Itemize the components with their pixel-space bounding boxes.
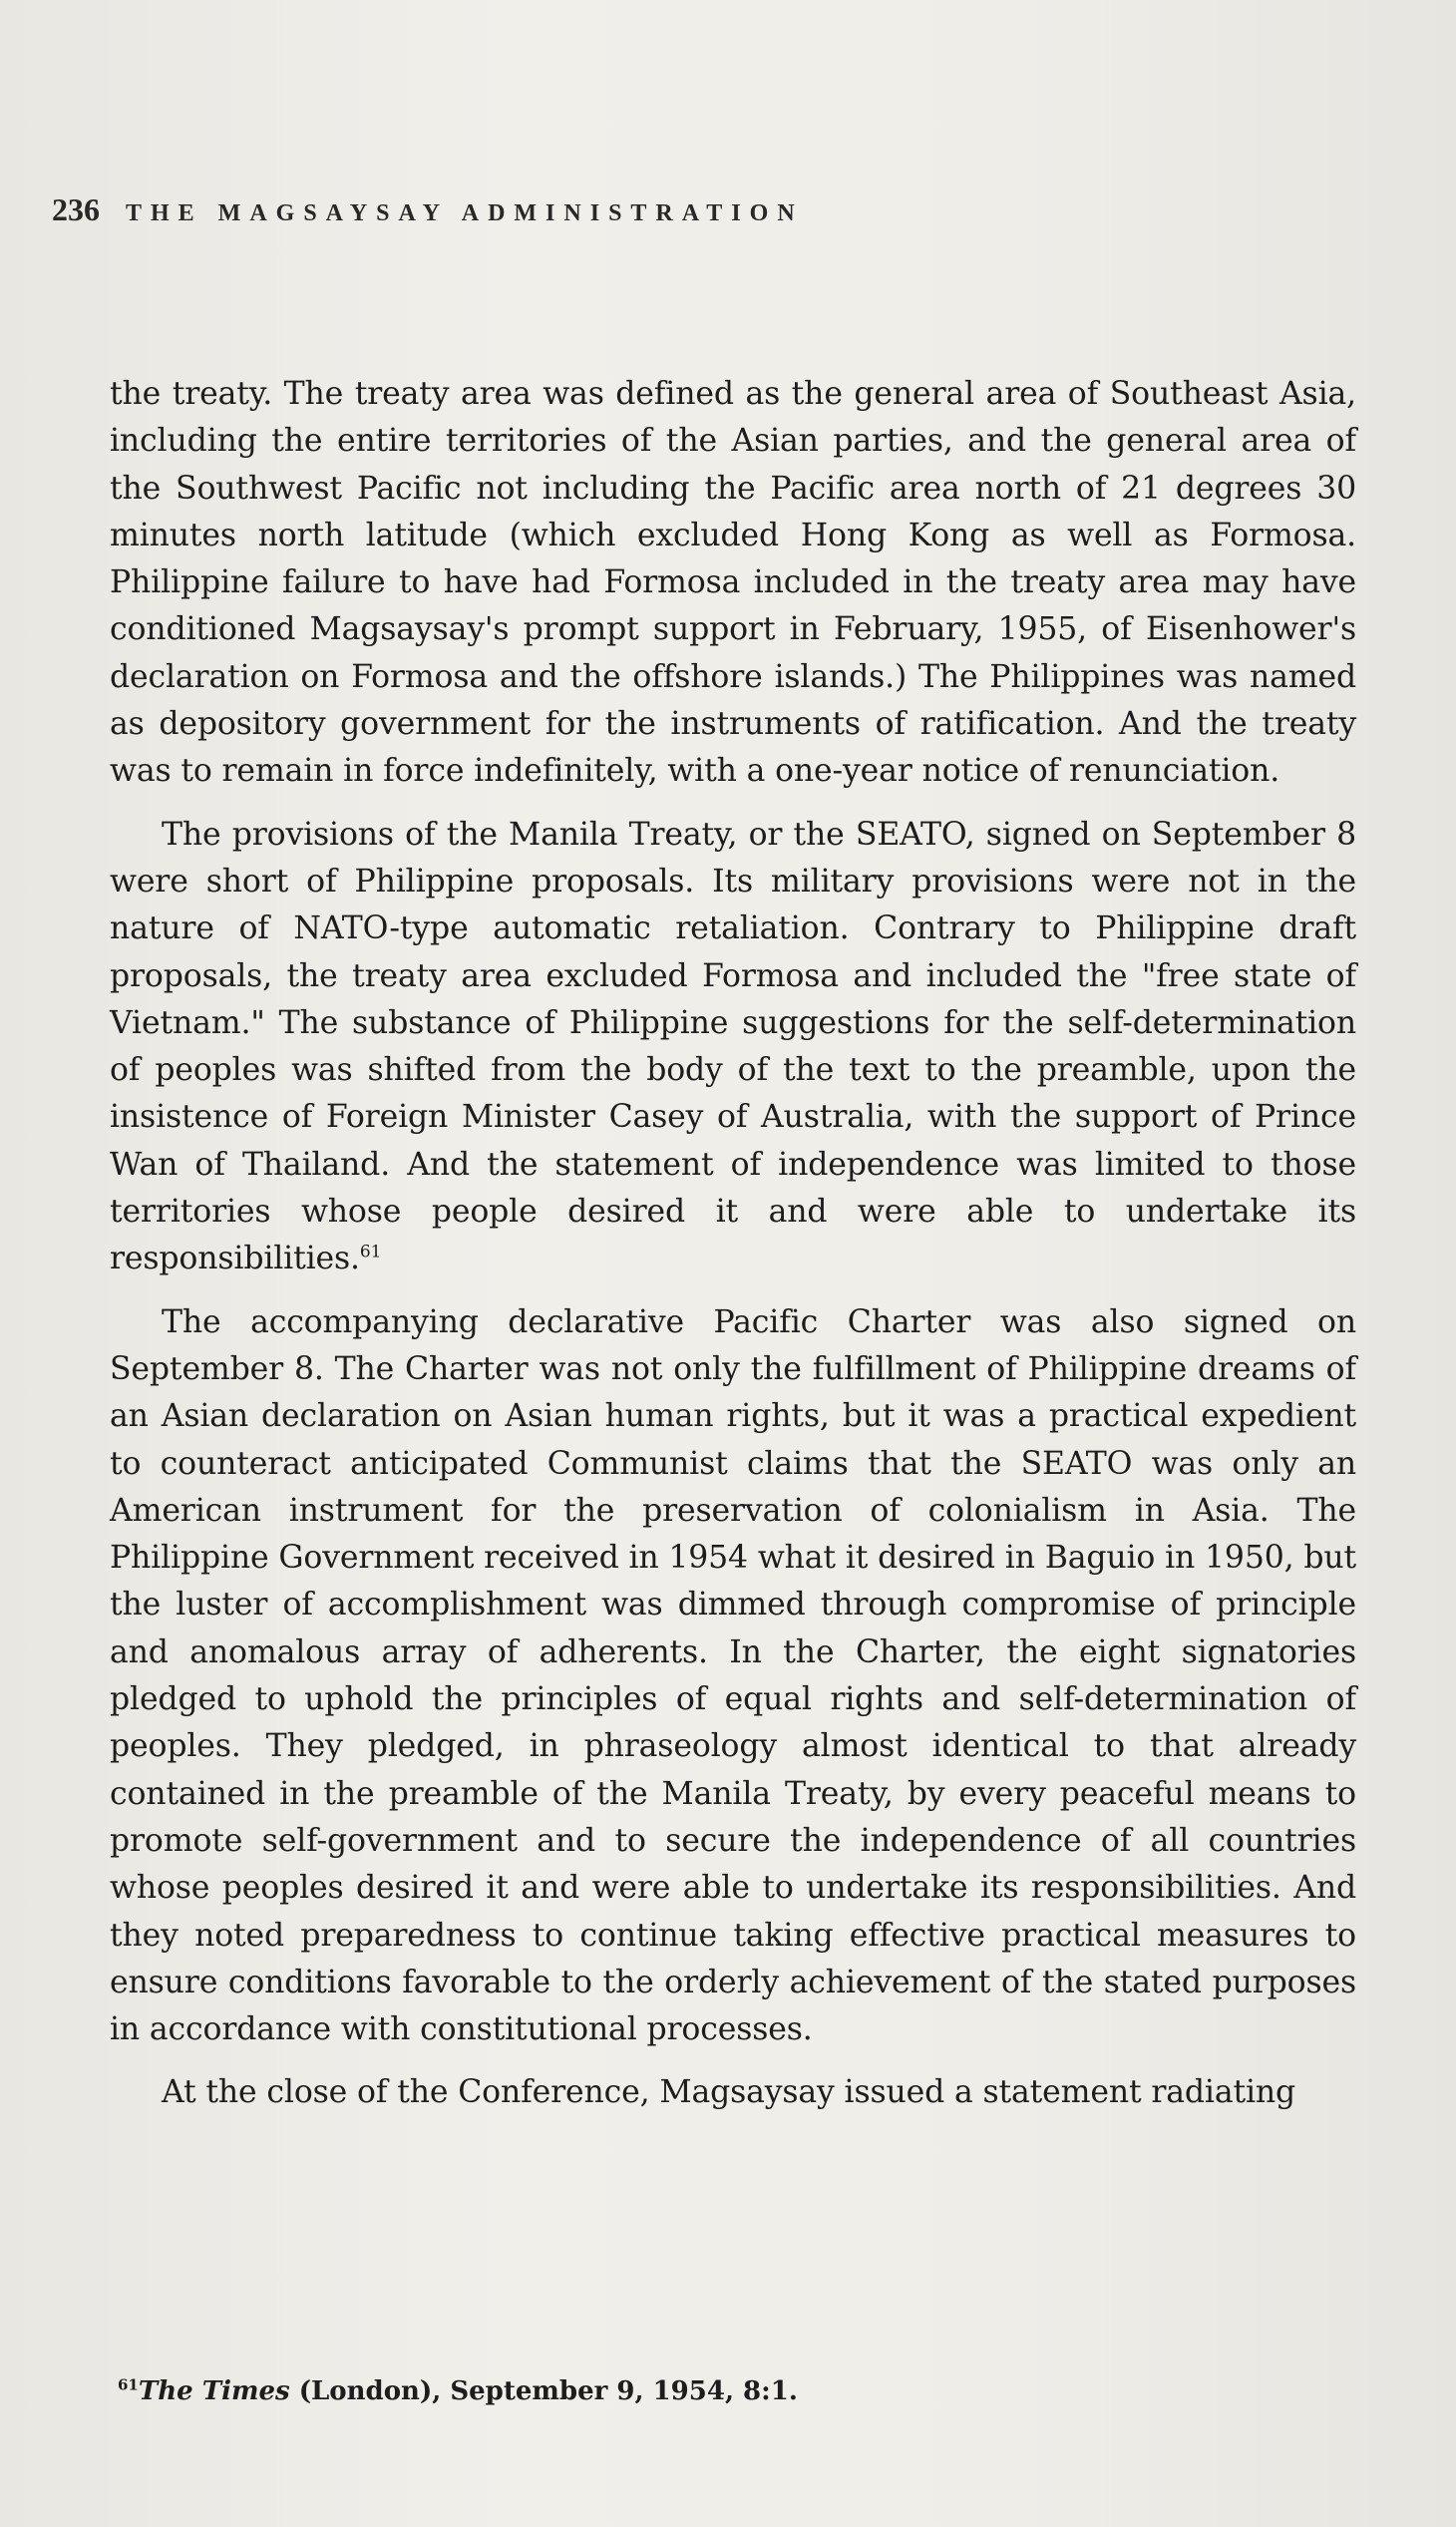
footnote-reference-61[interactable]: 61: [359, 1242, 382, 1263]
paragraph-3-text: The accompanying declarative Pacific Charter was also signed on September 8. The Charter was not only the fulfillment of Philippine dreams of an Asian declaration on Asian human rights, but it was a practical expedient to counteract anticipated Communist claims that the SEATO was only an American instrument for the preservation of colonialism in Asia. The Philippine Government received in 1954 what it desired in Baguio in 1950, but the luster of accomplishment was dimmed through compromise of principle and anomalous array of adherents. In the Charter, the eight signatories pledged to uphold the principles of equal rights and self-determination of peoples. They pledged, in phraseology almost identical to that already contained in the preamble of the Manila Treaty, by every peaceful means to promote self-government and to secure the independence of all countries whose peoples desired it and were able to undertake its responsibilities. And they noted preparedness to continue taking effective practical measures to ensure conditions favorable to the orderly achievement of the stated purposes in accordance with constitutional processes.: [110, 1303, 1356, 2048]
footnote-citation: (London), September 9, 1954, 8:1.: [289, 2376, 798, 2406]
paragraph-4: [110, 2069, 1356, 2116]
footnote-mark: 61: [118, 2375, 139, 2394]
paragraph-4-text: At the close of the Conference, Magsaysay issued a statement radiating: [162, 2074, 1296, 2111]
footnote-source-title: The Times: [138, 2376, 290, 2406]
paragraph-3: [110, 1299, 1356, 2054]
paragraph-2: [110, 812, 1356, 1283]
body-text: [110, 371, 1356, 2133]
paragraph-2-text: The provisions of the Manila Treaty, or the SEATO, signed on September 8 were short of Philippine proposals. Its military provisions were not in the nature of NATO-type automatic retaliation. Contrary to Philippine draft proposals, the treaty area excluded Formosa and included the "free state of Vietnam." The substance of Philippine suggestions for the self-determination of peoples was shifted from the body of the text to the preamble, upon the insistence of Foreign Minister Casey of Australia, with the support of Prince Wan of Thailand. And the statement of independence was limited to those territories whose people desired it and were able to undertake its responsibilities.: [110, 816, 1356, 1277]
page-number: 236: [52, 191, 100, 227]
running-head: [52, 191, 804, 228]
paragraph-1: [110, 371, 1356, 796]
paragraph-1-text: the treaty. The treaty area was defined as the general area of Southeast Asia, including the entire territories of the Asian parties, and the general area of the Southwest Pacific not including the Pacific area north of 21 degrees 30 minutes north latitude (which excluded Hong Kong as well as Formosa. Philippine failure to have had Formosa included in the treaty area may have conditioned Magsaysay's prompt support in February, 1955, of Eisenhower's declaration on Formosa and the offshore islands.) The Philippines was named as depository government for the instruments of ratification. And the treaty was to remain in force indefinitely, with a one-year notice of renunciation.: [110, 376, 1356, 790]
footnote-61: [118, 2376, 1314, 2406]
running-title: THE MAGSAYSAY ADMINISTRATION: [126, 200, 804, 226]
